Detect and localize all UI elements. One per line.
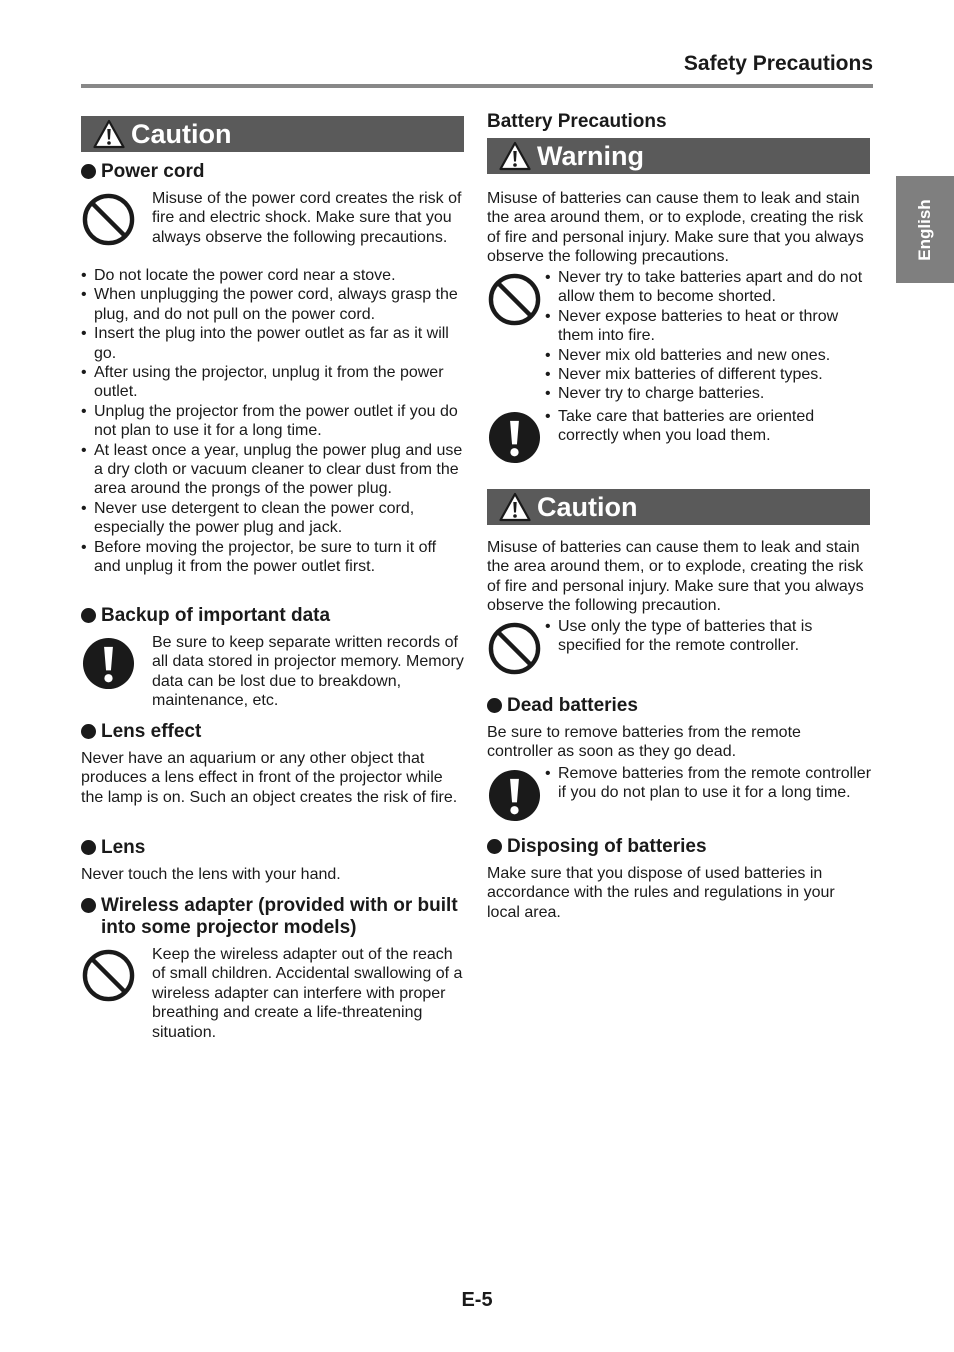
wireless-heading — [81, 895, 465, 939]
bullet-dot-icon — [487, 839, 502, 854]
bullet-dot-icon — [487, 698, 502, 713]
bullet-dot-icon — [81, 840, 96, 855]
prohibition-icon — [82, 949, 135, 1002]
warning-triangle-icon — [93, 119, 125, 149]
list-item: • Never expose batteries to heat or throw them into fire. — [545, 307, 872, 346]
caution-banner-label: Caution — [537, 492, 638, 522]
list-item: • Use only the type of batteries that is specified for the remote controller. — [545, 617, 872, 656]
warning-mandatory-list — [545, 407, 872, 446]
dead-batteries-list — [545, 764, 872, 803]
caution-banner-label: Caution — [131, 119, 232, 149]
list-item: • Unplug the projector from the power outlet if you do not plan to use it for a long time. — [81, 402, 466, 441]
disposing-heading — [487, 836, 871, 858]
list-item: • Do not locate the power cord near a stove. — [81, 266, 466, 285]
prohibition-icon — [488, 622, 541, 675]
list-item: • Remove batteries from the remote controller if you do not plan to use it for a long time. — [545, 764, 872, 803]
backup-heading — [81, 605, 465, 627]
power-cord-list — [81, 266, 466, 577]
header-rule — [81, 84, 873, 88]
warning-banner-label: Warning — [537, 141, 644, 171]
list-item: • Never mix batteries of different types. — [545, 365, 872, 384]
power-cord-title: Power cord — [101, 161, 205, 182]
wireless-text: Keep the wireless adapter out of the reach of small children. Accidental swallowing of a wireless adapter can interfere with proper breathing and create a life-threatening situation. — [152, 946, 463, 1041]
page-header-title: Safety Precautions — [683, 52, 873, 75]
power-cord-heading — [81, 161, 465, 183]
caution-banner — [487, 489, 870, 525]
list-item: • Never try to charge batteries. — [545, 384, 872, 403]
language-tab-label: English — [915, 198, 934, 261]
power-cord-intro: Misuse of the power cord creates the risk of fire and electric shock. Make sure that you always observe the following precautions. — [152, 190, 462, 246]
list-item: • Never mix old batteries and new ones. — [545, 346, 872, 365]
warning-prohibit-list — [545, 268, 872, 404]
list-item: • Never try to take batteries apart and do not allow them to become shorted. — [545, 268, 872, 307]
caution-banner — [81, 116, 464, 152]
warning-triangle-icon — [499, 492, 531, 522]
bullet-dot-icon — [81, 608, 96, 623]
language-tab — [896, 176, 954, 283]
warning-intro: Misuse of batteries can cause them to leak and stain the area around them, or to explode, creating the risk of fire and personal injury. Make sure that you always observe the following precautions. — [487, 190, 864, 266]
bullet-dot-icon — [81, 724, 96, 739]
bullet-dot-icon — [81, 164, 96, 179]
page-number: E-5 — [461, 1289, 493, 1311]
disposing-text: Make sure that you dispose of used batteries in accordance with the rules and regulations in your local area. — [487, 865, 835, 921]
dead-batteries-title: Dead batteries — [507, 695, 638, 716]
list-item: • At least once a year, unplug the power plug and use a dry cloth or vacuum cleaner to clear dust from the area around the prongs of the power plug. — [81, 441, 466, 499]
backup-title: Backup of important data — [101, 605, 331, 626]
warning-triangle-icon — [499, 141, 531, 171]
battery-precautions-title: Battery Precautions — [487, 111, 667, 132]
wireless-title: Wireless adapter (provided with or built into some projector models) — [101, 895, 458, 938]
list-item: • When unplugging the power cord, always grasp the plug, and do not pull on the power cord. — [81, 285, 466, 324]
list-item: • Take care that batteries are oriented correctly when you load them. — [545, 407, 872, 446]
lens-effect-text: Never have an aquarium or any other object that produces a lens effect in front of the projector while the lamp is on. Such an object creates the risk of fire. — [81, 750, 458, 806]
caution-intro: Misuse of batteries can cause them to leak and stain the area around them, or to explode, creating the risk of fire and personal injury. Make sure that you always observe the following precaution. — [487, 539, 864, 615]
prohibition-icon — [488, 273, 541, 326]
list-item: • Never use detergent to clean the power cord, especially the power plug and jack. — [81, 499, 466, 538]
dead-batteries-heading — [487, 695, 871, 717]
dead-batteries-text: Be sure to remove batteries from the remote controller as soon as they go dead. — [487, 724, 801, 761]
list-item: • Insert the plug into the power outlet as far as it will go. — [81, 324, 466, 363]
lens-effect-heading — [81, 721, 465, 743]
caution-list — [545, 617, 872, 656]
warning-banner — [487, 138, 870, 174]
lens-text: Never touch the lens with your hand. — [81, 866, 341, 883]
mandatory-action-icon — [488, 411, 541, 464]
disposing-title: Disposing of batteries — [507, 836, 707, 857]
mandatory-action-icon — [82, 637, 135, 690]
prohibition-icon — [82, 193, 135, 246]
mandatory-action-icon — [488, 769, 541, 822]
bullet-dot-icon — [81, 898, 96, 913]
backup-text: Be sure to keep separate written records of all data stored in projector memory. Memory data can be lost due to breakdown, maintenance, etc. — [152, 634, 464, 710]
list-item: • After using the projector, unplug it from the power outlet. — [81, 363, 466, 402]
list-item: • Before moving the projector, be sure to turn it off and unplug it from the power outlet first. — [81, 538, 466, 577]
lens-heading — [81, 837, 465, 859]
lens-effect-title: Lens effect — [101, 721, 202, 742]
lens-title: Lens — [101, 837, 146, 858]
